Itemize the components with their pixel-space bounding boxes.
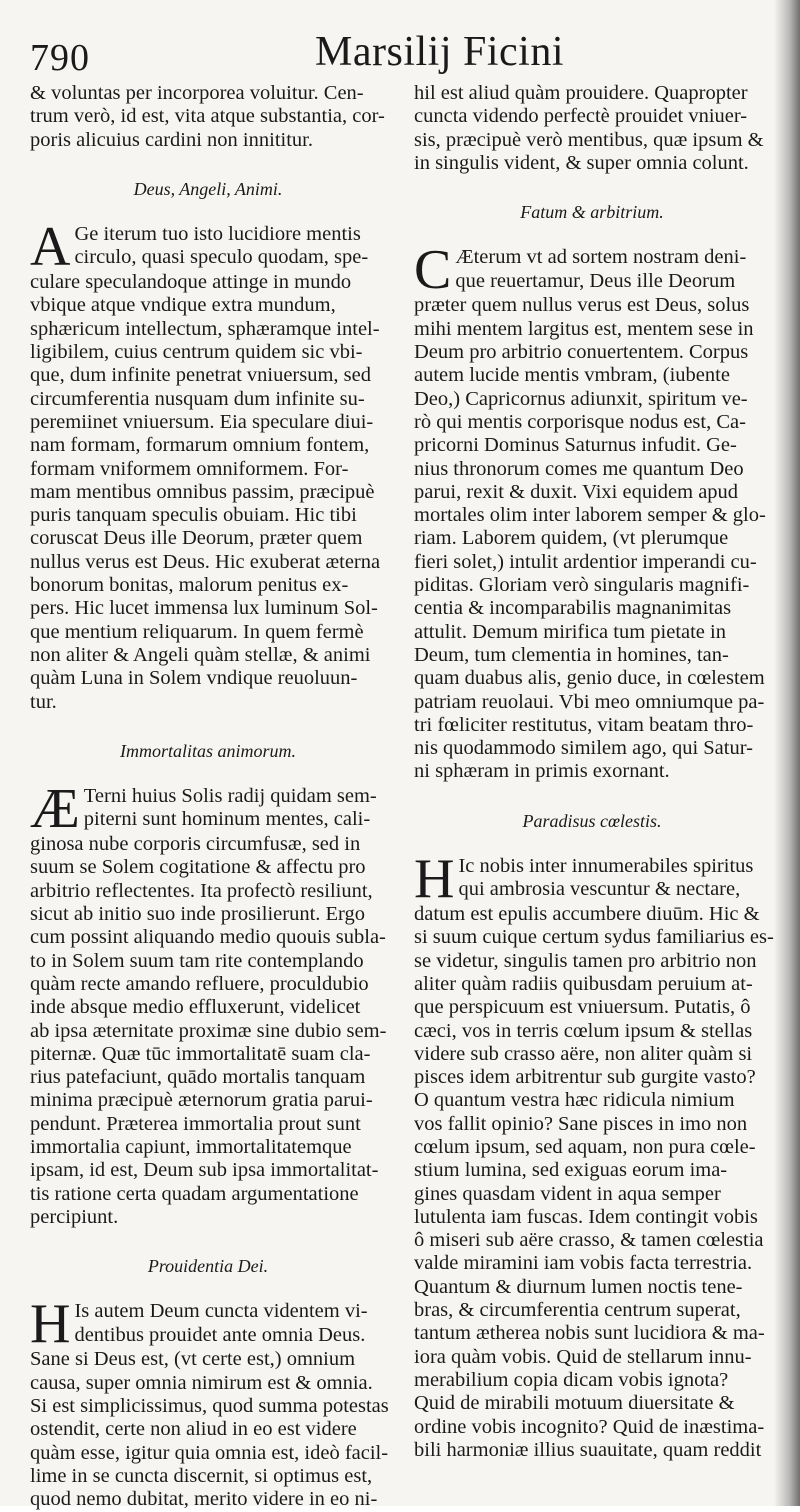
text-line: trum verò, id est, vita atque substantia, cor- xyxy=(30,105,385,128)
text-line: pricorni Dominus Saturnus infudit. Ge- xyxy=(414,434,737,457)
text-line: causa, super omnia nimirum est & omnia. xyxy=(30,1371,373,1394)
text-line: tur. xyxy=(30,690,57,713)
section-heading: Prouidentia Dei. xyxy=(147,1256,269,1277)
text-line: in singulis vident, & super omnia colunt. xyxy=(414,151,749,174)
text-line: cœlum ipsum, sed aquam, non pura cœle- xyxy=(414,1135,756,1158)
text-line: circumferentia nusquam dum infinite su- xyxy=(30,387,365,410)
text-line: fieri solet,) intulit ardentior imperandi cu- xyxy=(414,550,757,573)
section-gap xyxy=(30,763,386,785)
text-line: peremiinet vniuersum. Eia speculare diui- xyxy=(30,410,374,433)
text-line: Ic nobis inter innumerabiles spiritus xyxy=(458,855,754,878)
text-line: sicut ab initio suo inde prosilierunt. Ergo xyxy=(30,903,365,926)
text-line: præter quem nullus verus est Deus, solus xyxy=(414,294,750,317)
text-line: videre sub crasso aëre, non aliter quàm si xyxy=(414,1042,753,1065)
text-line: que, dum infinite penetrat vniuersum, sed xyxy=(30,364,372,387)
text-line: nius thronorum comes me quantum Deo xyxy=(414,457,744,480)
text-line: datum est epulis accumbere diuūm. Hic & xyxy=(414,903,760,926)
text-line: qui ambrosia vescuntur & nectare, xyxy=(458,878,741,901)
drop-cap: Æ xyxy=(30,778,80,841)
text-line: Terni huius Solis radij quidam sem- xyxy=(83,785,377,808)
text-line: Is autem Deum cuncta videntem vi- xyxy=(74,1300,368,1323)
section-body xyxy=(30,216,386,714)
text-line: O quantum vestra hæc ridicula nimium xyxy=(414,1089,735,1112)
text-line: lutulenta iam fuscas. Idem contingit vobis xyxy=(414,1205,758,1228)
section-body xyxy=(414,239,770,783)
text-line: ginosa nube corporis circumfusæ, sed in xyxy=(30,833,361,856)
drop-cap: H xyxy=(414,848,455,911)
text-line: vbique atque vndique extra mundum, xyxy=(30,294,336,317)
section-heading: Deus, Angeli, Animi. xyxy=(133,178,283,199)
text-line: Sane si Deus est, (vt certe est,) omnium xyxy=(30,1348,356,1371)
text-line: Deo,) Capricornus adiunxit, spiritum ve- xyxy=(414,387,748,410)
text-line: sphæricum intellectum, sphæramque intel- xyxy=(30,317,380,340)
text-line: autem lucide mentis vmbram, (iubente xyxy=(414,364,730,387)
text-line: ô miseri sub aëre crasso, & tamen cœlestia xyxy=(414,1229,764,1252)
text-line: circulo, quasi speculo quodam, spe- xyxy=(74,246,369,269)
text-line: pers. Hic lucet immensa lux luminum Sol- xyxy=(30,597,378,620)
text-line: nis quodammodo similem ago, qui Satur- xyxy=(414,737,753,760)
text-line: tri fœliciter restitutus, vitam beatam thro- xyxy=(414,713,754,736)
text-line: cum possint aliquando medio quouis subla- xyxy=(30,926,386,949)
text-line: sis, præcipuè verò mentibus, quæ ipsum & xyxy=(414,128,764,151)
text-line: si suum cuique certum sydus familiarius es- xyxy=(414,926,774,949)
text-line: riam. Laborem quidem, (vt plerumque xyxy=(414,527,729,550)
left-column xyxy=(30,82,389,1512)
text-line: que perspicuum est vniuersum. Putatis, ô xyxy=(414,996,751,1019)
text-line: centia & incomparabilis magnanimitas xyxy=(414,597,732,620)
text-line: patriam reuolaui. Vbi meo omniumque pa- xyxy=(414,690,765,713)
text-line: formam vniformem omniformem. For- xyxy=(30,457,349,480)
section-gap xyxy=(30,201,386,223)
text-line: mam mentibus omnibus passim, præcipuè xyxy=(30,480,375,503)
text-line: tantum æthereа nobis sunt lucidiora & ma- xyxy=(414,1322,765,1345)
section-gap xyxy=(30,1278,386,1300)
section-heading: Paradisus cœlestis. xyxy=(522,810,662,831)
text-line: nam formam, formarum omnium fontem, xyxy=(30,434,370,457)
section-body xyxy=(30,1293,389,1511)
text-line: ordine vobis incognito? Quid de inæstima- xyxy=(414,1415,765,1438)
running-head: Marsilij Ficini xyxy=(315,29,564,75)
text-line: vos fallit opinio? Sane pisces in imo non xyxy=(414,1112,748,1135)
text-line: piditas. Gloriam verò singularis magnifi- xyxy=(414,574,750,597)
text-line: bili harmoniæ illius suauitate, quam reddit xyxy=(414,1438,762,1461)
text-line: culare speculandoque attinge in mundo xyxy=(30,271,352,294)
text-line: parui, rexit & duxit. Vixi equidem apud xyxy=(414,480,739,503)
text-line: piterni sunt hominum mentes, cali- xyxy=(83,808,371,831)
text-line: iora quàm vobis. Quid de stellarum innu- xyxy=(414,1345,752,1368)
text-line: rò qui mentis corporisque nodus est, Ca- xyxy=(414,410,746,433)
text-line: quod nemo dubitat, merito videre in eo ni- xyxy=(30,1488,378,1511)
section-heading: Fatum & arbitrium. xyxy=(520,202,664,223)
drop-cap: A xyxy=(30,216,71,279)
section-gap xyxy=(30,152,386,178)
text-line: quàm esse, igitur quia omnia est, ideò facil- xyxy=(30,1441,389,1464)
text-line: minima præcipuè æternorum gratia parui- xyxy=(30,1089,373,1112)
text-line: quam duabus alis, genio duce, in cœlestem xyxy=(414,667,765,690)
text-line: cæci, vos in terris cœlum ipsum & stellas xyxy=(414,1019,753,1042)
text-line: coruscat Deus ille Deorum, præter quem xyxy=(30,527,363,550)
text-line: que reuertamur, Deus ille Deorum xyxy=(455,269,736,292)
section-body xyxy=(30,778,387,1229)
section-gap xyxy=(30,714,386,740)
text-line: attulit. Demum mirifica tum pietate in xyxy=(414,620,726,643)
text-line: arbitrio reflectentes. Ita profectò resiliunt, xyxy=(30,879,373,902)
text-line: & voluntas per incorporea voluitur. Cen- xyxy=(30,82,364,104)
text-line: inde absque medio effluxerunt, videlicet xyxy=(30,996,361,1019)
drop-cap: C xyxy=(414,239,452,302)
text-line: que mentium reliquarum. In quem fermè xyxy=(30,620,364,643)
text-line: cuncta videndo perfectè prouidet vniuer- xyxy=(414,105,748,128)
text-line: ligibilem, cuius centrum quidem sic vbi- xyxy=(30,341,363,364)
text-line: merabilium copia dicam vobis ignota? xyxy=(414,1368,729,1391)
text-line: stium lumina, sed exiguas eorum ima- xyxy=(414,1159,728,1182)
text-line: bonorum bonitas, malorum penitus ex- xyxy=(30,574,349,597)
section-gap xyxy=(414,175,770,201)
text-line: poris alicuius cardini non innititur. xyxy=(30,128,313,151)
text-line: hil est aliud quàm prouidere. Quapropter xyxy=(414,82,748,104)
text-line: aliter quàm radiis quibusdam peruium at- xyxy=(414,972,753,995)
page-header xyxy=(30,18,760,78)
text-line: lime in se cuncta discernit, si optimus est, xyxy=(30,1464,373,1487)
section-gap xyxy=(414,833,770,855)
text-line: Quantum & diurnum lumen noctis tene- xyxy=(414,1275,743,1298)
text-line: nullus verus est Deus. Hic exuberat æterna xyxy=(30,550,381,573)
text-line: dentibus prouidet ante omnia Deus. xyxy=(74,1323,366,1346)
text-line: mortales olim inter laborem semper & glo- xyxy=(414,504,766,527)
right-column xyxy=(414,82,774,1462)
text-line: Deum, tum clementia in homines, tan- xyxy=(414,643,729,666)
text-line: mihi mentem largitus est, mentem sese in xyxy=(414,317,754,340)
section-gap xyxy=(414,224,770,246)
text-line: rius patefaciunt, quādo mortalis tanquam xyxy=(30,1066,366,1089)
section-body xyxy=(414,848,774,1462)
text-line: se videtur, singulis tamen pro arbitrio non xyxy=(414,949,757,972)
text-line: percipiunt. xyxy=(30,1205,119,1228)
text-line: Si est simplicissimus, quod summa potestas xyxy=(30,1395,389,1418)
text-line: Ge iterum tuo isto lucidiore mentis xyxy=(74,223,361,246)
text-line: to in Solem suum tam rite contemplando xyxy=(30,949,364,972)
text-line: Æterum vt ad sortem nostram deni- xyxy=(455,246,747,269)
text-line: ostendit, certe non aliud in eo est videre xyxy=(30,1418,357,1441)
text-line: puris tanquam speculis obuiam. Hic tibi xyxy=(30,504,357,527)
text-line: quàm recte amando refluere, proculdubio xyxy=(30,972,369,995)
text-line: quàm Luna in Solem vndique reuoluun- xyxy=(30,667,358,690)
text-line: tis ratione certa quadam argumentatione xyxy=(30,1182,359,1205)
page-number: 790 xyxy=(30,37,90,79)
text-line: ni sphæram in primis exornant. xyxy=(414,760,670,783)
drop-cap: H xyxy=(30,1293,71,1356)
text-line: Quid de mirabili motuum diuersitate & xyxy=(414,1392,735,1415)
text-line: Deum pro arbitrio conuertentem. Corpus xyxy=(414,341,749,364)
section-gap xyxy=(414,784,770,810)
text-line: piternæ. Quæ tūc immortalitatē suam cla- xyxy=(30,1042,371,1065)
section-gap xyxy=(30,1229,386,1255)
section-heading: Immortalitas animorum. xyxy=(119,740,296,761)
text-line: pisces idem arbitrentur sub gurgite vasto? xyxy=(414,1066,756,1089)
text-line: valde miramini iam vobis facta terrestria. xyxy=(414,1252,753,1275)
text-line: non aliter & Angeli quàm stellæ, & animi xyxy=(30,643,371,666)
text-line: pendunt. Præterea immortalia prout sunt xyxy=(30,1112,361,1135)
text-line: ab ipsa æternitate proximæ sine dubio sem- xyxy=(30,1019,387,1042)
text-line: bras, & circumferentia centrum superat, xyxy=(414,1299,741,1322)
text-line: immortalia capiunt, immortalitatemque xyxy=(30,1135,352,1158)
text-line: ipsam, id est, Deum sub ipsa immortalitat- xyxy=(30,1159,379,1182)
text-line: suum se Solem cogitatione & affectu pro xyxy=(30,856,366,879)
page-edge-shadow xyxy=(774,0,800,1506)
text-line: gines quasdam vident in aqua semper xyxy=(414,1182,721,1205)
